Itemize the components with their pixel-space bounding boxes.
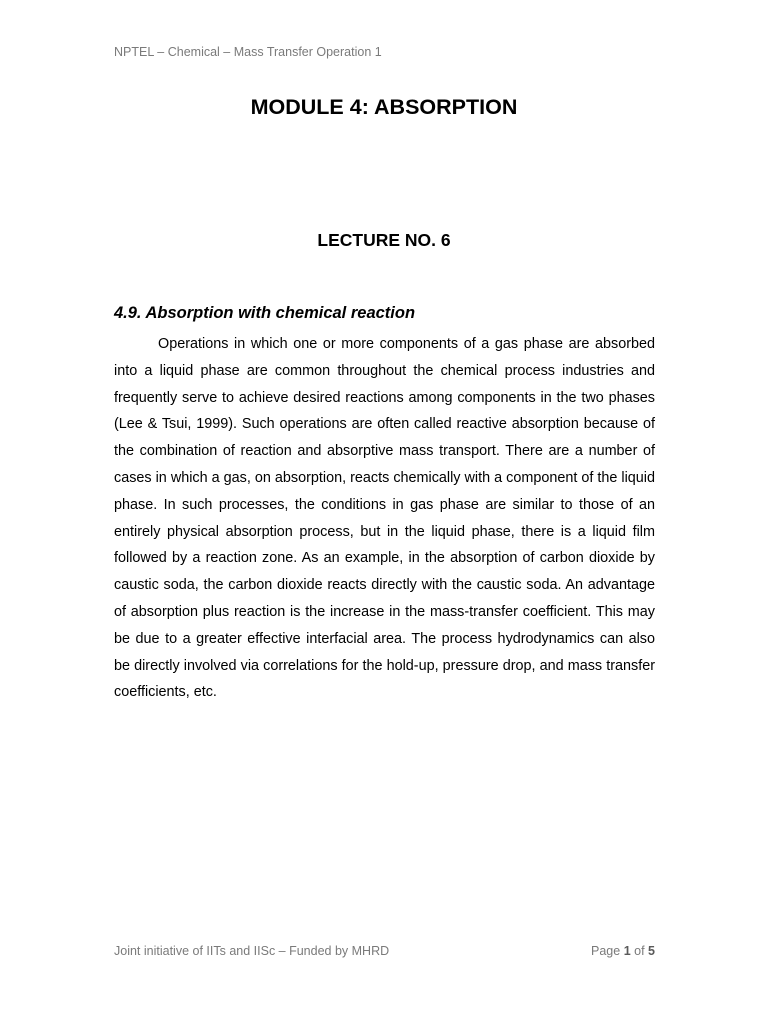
page-of-label: of	[634, 944, 645, 958]
lecture-title: LECTURE NO. 6	[317, 230, 451, 250]
module-title: MODULE 4: ABSORPTION	[250, 95, 518, 119]
page-current: 1	[623, 944, 631, 958]
page-total: 5	[648, 944, 655, 958]
running-header: NPTEL – Chemical – Mass Transfer Operation 1	[114, 45, 382, 59]
page-number	[591, 944, 655, 958]
body-paragraph: Operations in which one or more components of a gas phase are absorbed into a liquid phase are common throughout the chemical process industries and frequently serve to achieve desired reactions among components in the two phases (Lee & Tsui, 1999). Such operations are often called reactive absorption because of the combination of reaction and absorptive mass transport. There are a number of cases in which a gas, on absorption, reacts chemically with a component of the liquid phase. In such processes, the conditions in gas phase are similar to those of an entirely physical absorption process, but in the liquid phase, there is a liquid film followed by a reaction zone. As an example, in the absorption of carbon dioxide by caustic soda, the carbon dioxide reacts directly with the caustic soda. An advantage of absorption plus reaction is the increase in the mass-transfer coefficient. This may be due to a greater effective interfacial area. The process hydrodynamics can also be directly involved via correlations for the hold-up, pressure drop, and mass transfer coefficients, etc.	[114, 336, 655, 701]
footer-funding-note: Joint initiative of IITs and IISc – Funded by MHRD	[114, 944, 390, 958]
page-label: Page	[591, 944, 621, 958]
section-heading: 4.9. Absorption with chemical reaction	[114, 304, 416, 322]
